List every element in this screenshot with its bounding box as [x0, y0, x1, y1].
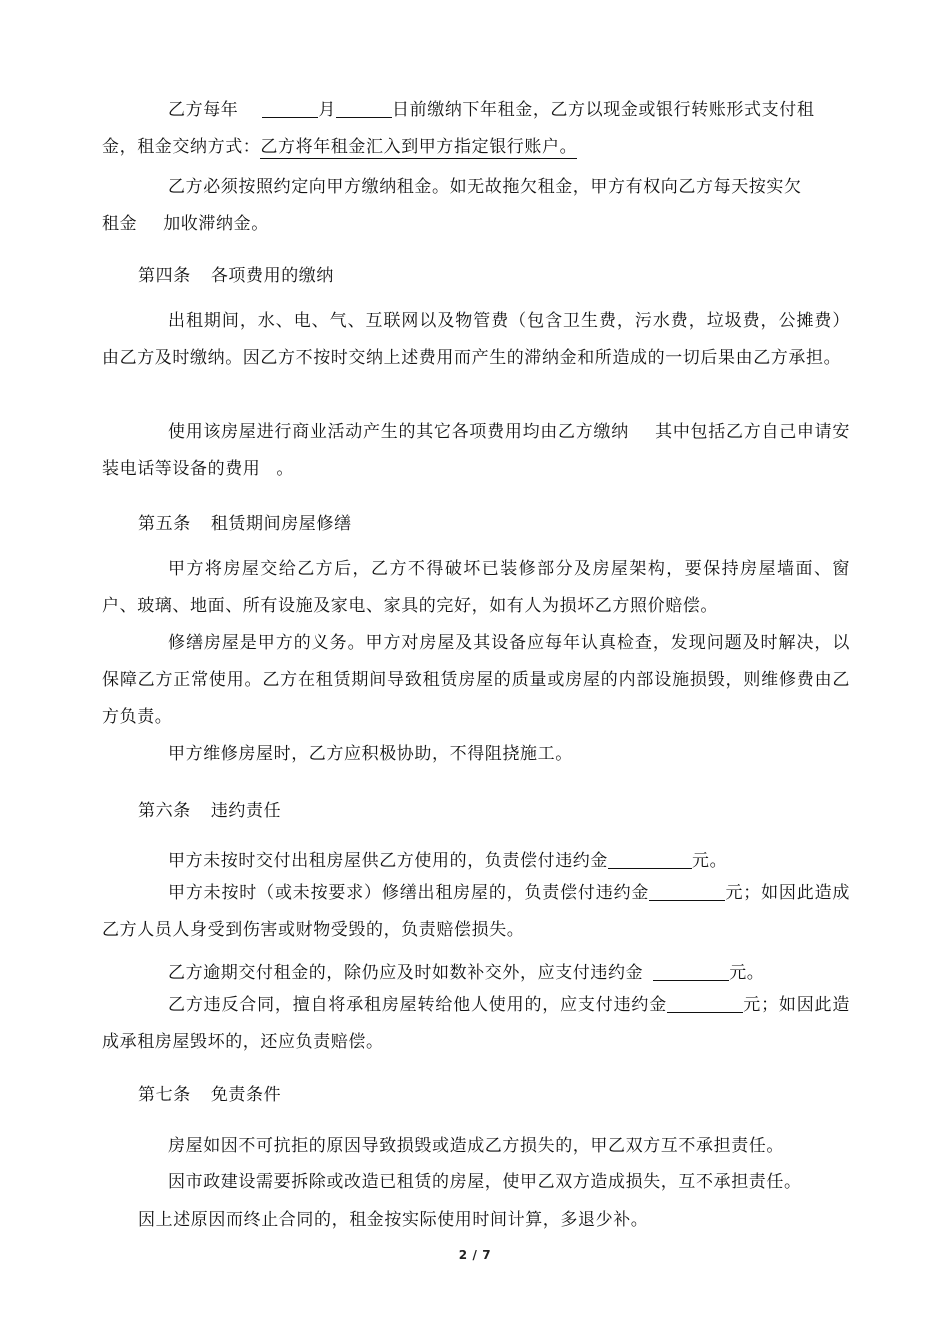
late-fee-line-2: 租金 加收滞纳金。	[102, 214, 269, 234]
article-7-heading: 第七条 免责条件	[138, 1085, 282, 1105]
article-4-heading: 第四条 各项费用的缴纳	[138, 266, 335, 286]
article-7-paragraph-3: 因上述原因而终止合同的，租金按实际使用时间计算，多退少补。	[138, 1210, 649, 1230]
late-fee-line-1: 乙方必须按照约定向甲方缴纳租金。如无故拖欠租金，甲方有权向乙方每天按实欠	[168, 177, 802, 197]
article-7-paragraph-2: 因市政建设需要拆除或改造已租赁的房屋，使甲乙双方造成损失，互不承担责任。	[168, 1172, 802, 1192]
article-4-paragraph-2: 使用该房屋进行商业活动产生的其它各项费用均由乙方缴纳 其中包括乙方自己申请安装电话等设备的费用 。	[102, 422, 850, 479]
article-4-paragraph-1: 出租期间，水、电、气、互联网以及物管费（包含卫生费，污水费，垃圾费，公摊费）由乙方及时缴纳。因乙方不按时交纳上述费用而产生的滞纳金和所造成的一切后果由乙方承担。	[102, 311, 850, 368]
payment-method-underline: 乙方将年租金汇入到甲方指定银行账户。	[260, 137, 578, 157]
article-5-paragraph-3: 甲方维修房屋时，乙方应积极协助，不得阻挠施工。	[168, 744, 573, 764]
article-7-paragraph-1: 房屋如因不可抗拒的原因导致损毁或造成乙方损失的，甲乙双方互不承担责任。	[168, 1136, 784, 1156]
rent-payment-line-2: 金，租金交纳方式：乙方将年租金汇入到甲方指定银行账户。	[102, 137, 578, 157]
article-6-item-4: 乙方违反合同，擅自将承租房屋转给他人使用的，应支付违约金 元；如因此造成承租房屋毁坏的，还应负责赔偿。	[102, 995, 850, 1052]
penalty-blank-1	[608, 850, 692, 869]
month-blank	[262, 99, 318, 118]
penalty-blank-2	[649, 882, 725, 901]
article-6-item-3: 乙方逾期交付租金的，除仍应及时如数补交外，应支付违约金 元。	[168, 963, 765, 983]
article-6-item-1: 甲方未按时交付出租房屋供乙方使用的，负责偿付违约金 元。	[168, 851, 728, 871]
article-6-item-2: 甲方未按时（或未按要求）修缮出租房屋的，负责偿付违约金 元；如因此造成乙方人员人身受到伤害或财物受毁的，负责赔偿损失。	[102, 883, 850, 940]
page-number: 2 / 7	[458, 1248, 492, 1262]
day-blank	[336, 99, 392, 118]
article-5-paragraph-2: 修缮房屋是甲方的义务。甲方对房屋及其设备应每年认真检查，发现问题及时解决，以保障乙方正常使用。乙方在租赁期间导致租赁房屋的质量或房屋的内部设施损毁，则维修费由乙方负责。	[102, 633, 850, 727]
rent-payment-line-1: 乙方每年 月 日前缴纳下年租金，乙方以现金或银行转账形式支付租	[168, 100, 815, 120]
penalty-blank-4	[667, 994, 743, 1013]
article-5-heading: 第五条 租赁期间房屋修缮	[138, 514, 352, 534]
penalty-blank-3	[653, 962, 729, 981]
article-6-heading: 第六条 违约责任	[138, 801, 282, 821]
article-5-paragraph-1: 甲方将房屋交给乙方后，乙方不得破坏已装修部分及房屋架构，要保持房屋墙面、窗户、玻璃、地面、所有设施及家电、家具的完好，如有人为损坏乙方照价赔偿。	[102, 559, 850, 616]
